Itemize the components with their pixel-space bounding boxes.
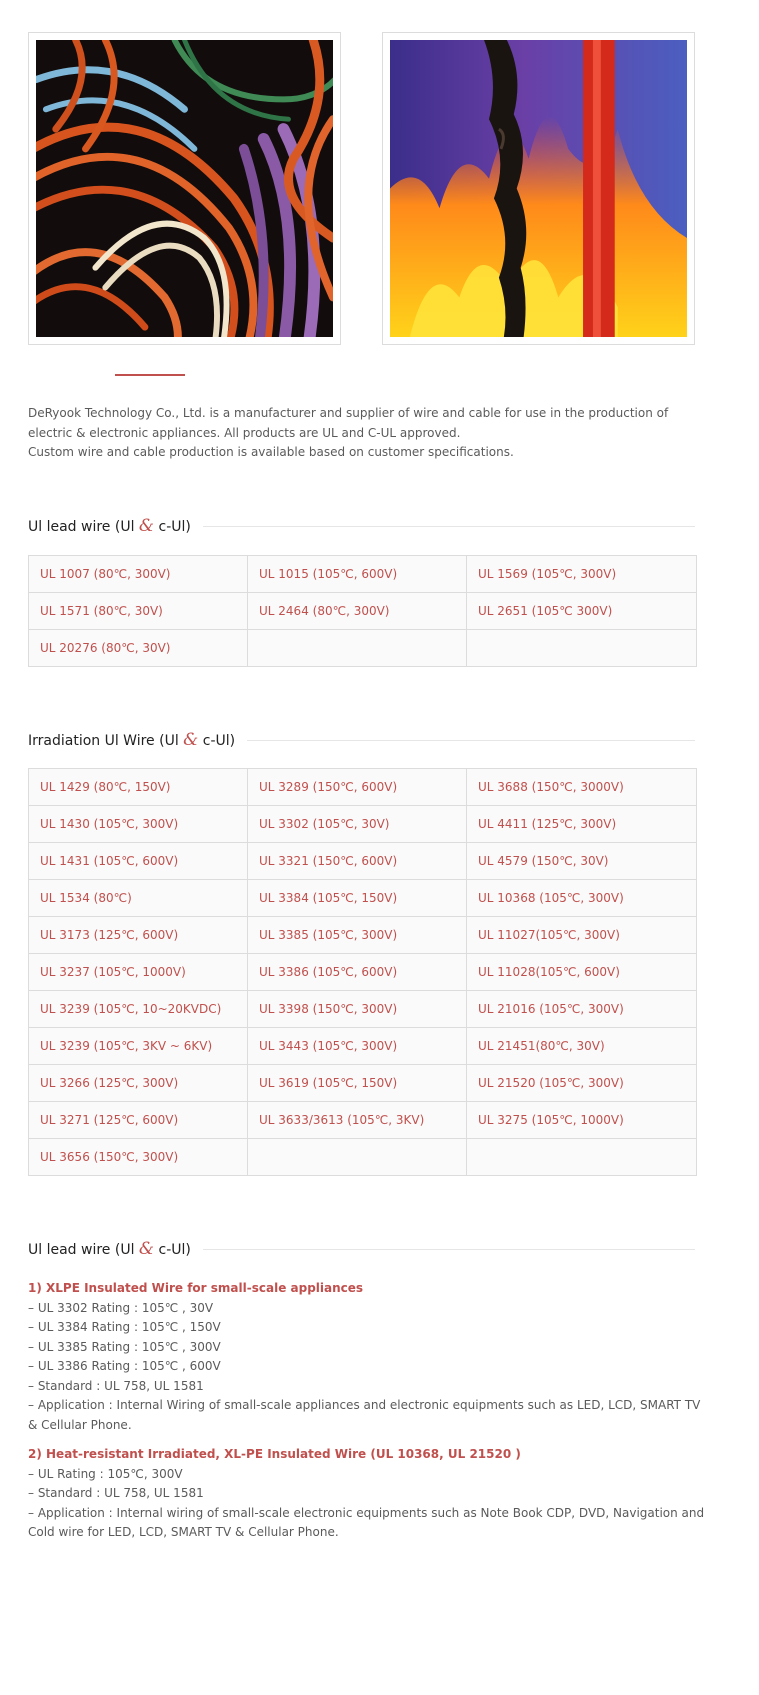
table-cell[interactable]: UL 3656 (150℃, 300V) <box>29 1139 248 1176</box>
empty-cell <box>248 630 467 667</box>
detail-line: – UL 3386 Rating : 105℃ , 600V <box>28 1359 221 1373</box>
table-row <box>29 593 697 630</box>
table-cell[interactable]: UL 3385 (105℃, 300V) <box>248 917 467 954</box>
intro-line-2: Custom wire and cable production is available based on customer specifications. <box>28 445 514 459</box>
table-cell[interactable]: UL 21520 (105℃, 300V) <box>467 1065 697 1102</box>
table-cell[interactable]: UL 1430 (105℃, 300V) <box>29 806 248 843</box>
company-intro <box>28 404 708 463</box>
section-irradiation-heading <box>28 729 695 751</box>
table-cell[interactable]: UL 3289 (150℃, 600V) <box>248 769 467 806</box>
table-cell[interactable]: UL 3239 (105℃, 3KV ~ 6KV) <box>29 1028 248 1065</box>
product-details <box>28 1279 708 1553</box>
table-row <box>29 843 697 880</box>
table-row <box>29 1065 697 1102</box>
table-cell[interactable]: UL 10368 (105℃, 300V) <box>467 880 697 917</box>
table-cell[interactable]: UL 3619 (105℃, 150V) <box>248 1065 467 1102</box>
table-row <box>29 880 697 917</box>
table-cell[interactable]: UL 3386 (105℃, 600V) <box>248 954 467 991</box>
table-cell[interactable]: UL 1431 (105℃, 600V) <box>29 843 248 880</box>
table-row <box>29 1028 697 1065</box>
irradiation-wire-table <box>28 768 697 1176</box>
detail-line: – Application : Internal wiring of small-scale electronic equipments such as Note Book CDP, DVD, Navigation and Cold wire for LED, LCD, SMART TV & Cellular Phone. <box>28 1505 705 1539</box>
table-row <box>29 1139 697 1176</box>
table-cell[interactable]: UL 3443 (105℃, 300V) <box>248 1028 467 1065</box>
detail-block-heat-resistant <box>28 1445 708 1543</box>
title-part: Ul lead wire (Ul <box>28 1242 139 1258</box>
table-row <box>29 806 697 843</box>
table-cell[interactable]: UL 4579 (150℃, 30V) <box>467 843 697 880</box>
section-ul-lead-wire-heading <box>28 515 695 537</box>
section-title <box>28 1238 203 1261</box>
fire-photo-frame <box>382 32 695 345</box>
empty-cell <box>467 630 697 667</box>
intro-line-1: DeRyook Technology Co., Ltd. is a manufacturer and supplier of wire and cable for use in the production of electric & electronic appliances. All products are UL and C-UL approved. <box>28 406 669 440</box>
table-cell[interactable]: UL 3302 (105℃, 30V) <box>248 806 467 843</box>
section-details-heading <box>28 1238 695 1260</box>
table-row <box>29 991 697 1028</box>
table-cell[interactable]: UL 3266 (125℃, 300V) <box>29 1065 248 1102</box>
table-cell[interactable]: UL 3384 (105℃, 150V) <box>248 880 467 917</box>
title-part: Ul lead wire (Ul <box>28 519 139 535</box>
table-cell[interactable]: UL 4411 (125℃, 300V) <box>467 806 697 843</box>
detail-line: – UL Rating : 105℃, 300V <box>28 1466 183 1481</box>
empty-cell <box>467 1139 697 1176</box>
table-cell[interactable]: UL 1569 (105℃, 300V) <box>467 556 697 593</box>
table-cell[interactable]: UL 1534 (80℃) <box>29 880 248 917</box>
table-row <box>29 556 697 593</box>
table-row <box>29 630 697 667</box>
table-cell[interactable]: UL 3173 (125℃, 600V) <box>29 917 248 954</box>
title-part: c-Ul) <box>154 519 191 535</box>
detail-line: – Standard : UL 758, UL 1581 <box>28 1378 204 1393</box>
table-cell[interactable]: UL 11028(105℃, 600V) <box>467 954 697 991</box>
title-part: Irradiation Ul Wire (Ul <box>28 733 184 749</box>
table-row <box>29 769 697 806</box>
ampersand: & <box>183 730 199 750</box>
detail-line: – Application : Internal Wiring of small-scale appliances and electronic equipments such as LED, LCD, SMART TV & Cellular Phone. <box>28 1398 701 1432</box>
table-cell[interactable]: UL 3398 (150℃, 300V) <box>248 991 467 1028</box>
table-cell[interactable]: UL 21016 (105℃, 300V) <box>467 991 697 1028</box>
detail-line: – UL 3302 Rating : 105℃ , 30V <box>28 1300 214 1315</box>
table-row <box>29 917 697 954</box>
table-cell[interactable]: UL 3271 (125℃, 600V) <box>29 1102 248 1139</box>
table-cell[interactable]: UL 2651 (105℃ 300V) <box>467 593 697 630</box>
table-cell[interactable]: UL 2464 (80℃, 300V) <box>248 593 467 630</box>
section-title <box>28 515 203 538</box>
section-title <box>28 729 247 752</box>
ampersand: & <box>138 516 155 536</box>
table-cell[interactable]: UL 3275 (105℃, 1000V) <box>467 1102 697 1139</box>
detail-line: – Standard : UL 758, UL 1581 <box>28 1486 204 1500</box>
colored-wires-photo <box>36 40 333 337</box>
table-cell[interactable]: UL 3239 (105℃, 10~20KVDC) <box>29 991 248 1028</box>
table-cell[interactable]: UL 1015 (105℃, 600V) <box>248 556 467 593</box>
detail-heading: 1) XLPE Insulated Wire for small-scale appliances <box>28 1281 364 1295</box>
detail-line: – UL 3385 Rating : 105℃ , 300V <box>28 1339 221 1354</box>
table-cell[interactable]: UL 1429 (80℃, 150V) <box>29 769 248 806</box>
ampersand: & <box>138 1239 155 1259</box>
detail-heading: 2) Heat-resistant Irradiated, XL-PE Insulated Wire (UL 10368, UL 21520 ) <box>28 1447 521 1461</box>
accent-divider <box>115 374 185 376</box>
table-cell[interactable]: UL 11027(105℃, 300V) <box>467 917 697 954</box>
table-cell[interactable]: UL 20276 (80℃, 30V) <box>29 630 248 667</box>
ul-lead-wire-table <box>28 555 697 667</box>
table-row <box>29 954 697 991</box>
table-cell[interactable]: UL 21451(80℃, 30V) <box>467 1028 697 1065</box>
detail-line: – UL 3384 Rating : 105℃ , 150V <box>28 1320 221 1334</box>
title-part: c-Ul) <box>198 733 236 749</box>
table-row <box>29 1102 697 1139</box>
table-cell[interactable]: UL 1007 (80℃, 300V) <box>29 556 248 593</box>
table-cell[interactable]: UL 1571 (80℃, 30V) <box>29 593 248 630</box>
wires-photo-frame <box>28 32 341 345</box>
table-cell[interactable]: UL 3237 (105℃, 1000V) <box>29 954 248 991</box>
table-cell[interactable]: UL 3321 (150℃, 600V) <box>248 843 467 880</box>
detail-block-xlpe <box>28 1279 708 1435</box>
title-part: c-Ul) <box>154 1242 191 1258</box>
table-cell[interactable]: UL 3633/3613 (105℃, 3KV) <box>248 1102 467 1139</box>
empty-cell <box>248 1139 467 1176</box>
burning-wire-photo <box>390 40 687 337</box>
table-cell[interactable]: UL 3688 (150℃, 3000V) <box>467 769 697 806</box>
